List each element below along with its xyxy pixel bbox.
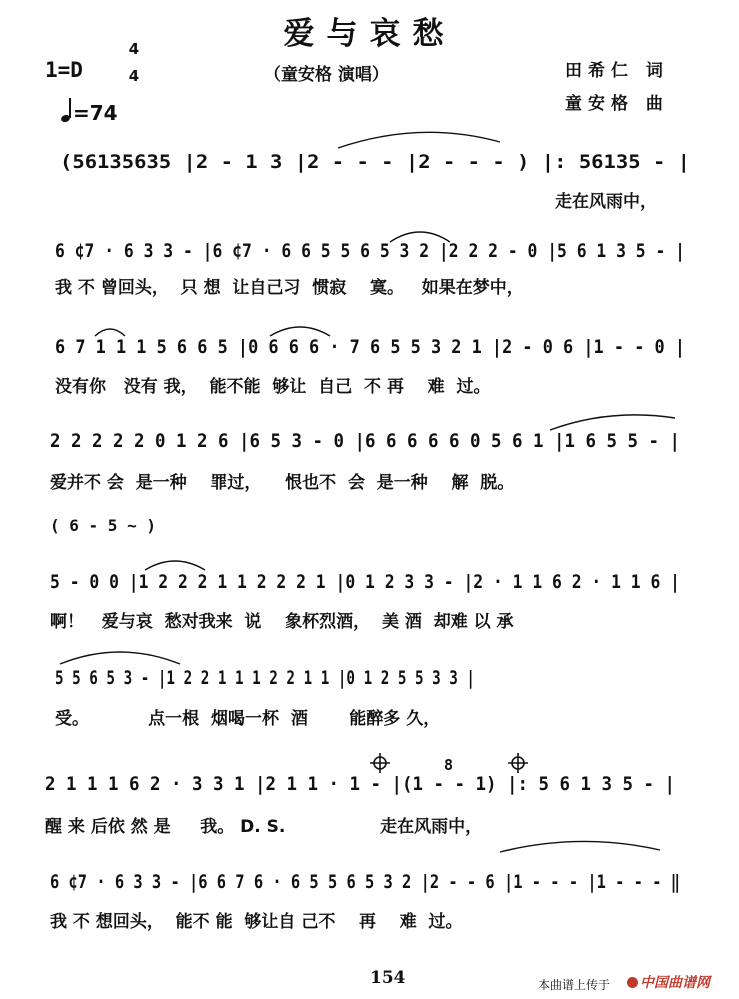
system-2-notation: 6 ¢7 · 6 3 3 - |6 ¢7 · 6 6 5 5 6 5 3 2 |2 2 2 - 0 |5 6 1 3 5 - | — [55, 240, 685, 262]
system-6-notation: 5 5 6 5 3 - |1 2 2 1 1 1 2 2 1 1 |0 1 2 5 5 3 3 | — [55, 667, 475, 689]
system-7-notation: 2 1 1 1 6 2 · 3 3 1 |2 1 1 · 1 - |(1 - - 1) |: 5 6 1 3 5 - | — [45, 773, 675, 795]
upload-note: 本曲谱上传于 — [538, 978, 611, 992]
system-8-lyric: 我 不 想回头， 能不 能 够让自 己不 再 难 过。 — [50, 912, 463, 932]
lyricist-credit: 田希仁 词 — [565, 61, 669, 81]
key-signature: 1=D — [45, 58, 83, 82]
logo-icon — [627, 977, 638, 988]
site-logo-text: 中国曲谱网 — [640, 975, 710, 991]
tempo-value: =74 — [73, 101, 118, 125]
site-logo — [627, 972, 710, 992]
system-2-lyric: 我 不 曾回头， 只 想 让自己习 惯寂 寞。 如果在梦中， — [55, 278, 524, 298]
system-3-lyric: 没有你 没有 我， 能不能 够让 自己 不 再 难 过。 — [55, 377, 491, 397]
system-5-notation: 5 - 0 0 |1 2 2 2 1 1 2 2 2 1 |0 1 2 3 3 - |2 · 1 1 6 2 · 1 1 6 | — [50, 571, 680, 593]
system-1-lyric: 走在风雨中， — [555, 192, 657, 212]
song-title: 爱与哀愁 — [283, 16, 456, 52]
time-signature-bottom: 4 — [128, 67, 140, 85]
composer-credit: 童安格 曲 — [565, 94, 669, 114]
system-7-lyric: 醒 来 后依 然 是 我。 D. S. 走在风雨中， — [45, 817, 483, 837]
time-signature-top: 4 — [128, 40, 140, 58]
system-1-notation: (56135635 |2 - 1 3 |2 - - - |2 - - - ) |: 56135 - | — [60, 151, 690, 173]
system-4-notation: 2 2 2 2 2 0 1 2 6 |6 5 3 - 0 |6 6 6 6 6 0 5 6 1 |1 6 5 5 - | — [50, 430, 680, 452]
system-3-notation: 6 7 1 1 1 5 6 6 5 |0 6 6 6 · 7 6 5 5 3 2 1 |2 - 0 6 |1 - - 0 | — [55, 336, 685, 358]
volta-number: 8 — [444, 756, 454, 774]
system-8-notation: 6 ¢7 · 6 3 3 - |6 6 7 6 · 6 5 5 6 5 3 2 |2 - - 6 |1 - - - |1 - - - ‖ — [50, 871, 680, 893]
performer-subtitle: （童安格 演唱） — [264, 65, 389, 85]
page-number: 154 — [370, 968, 406, 988]
system-5-prefix: ( 6 - 5 ~ ) — [50, 516, 156, 535]
system-5-lyric: 啊！ 爱与哀 愁对我来 说 象杯烈酒， 美 酒 却难 以 承 — [50, 612, 514, 632]
system-4-lyric: 爱并不 会 是一种 罪过， 恨也不 会 是一种 解 脱。 — [50, 473, 515, 493]
system-6-lyric: 受。 点一根 烟喝一杯 酒 能醉多 久， — [55, 709, 441, 729]
